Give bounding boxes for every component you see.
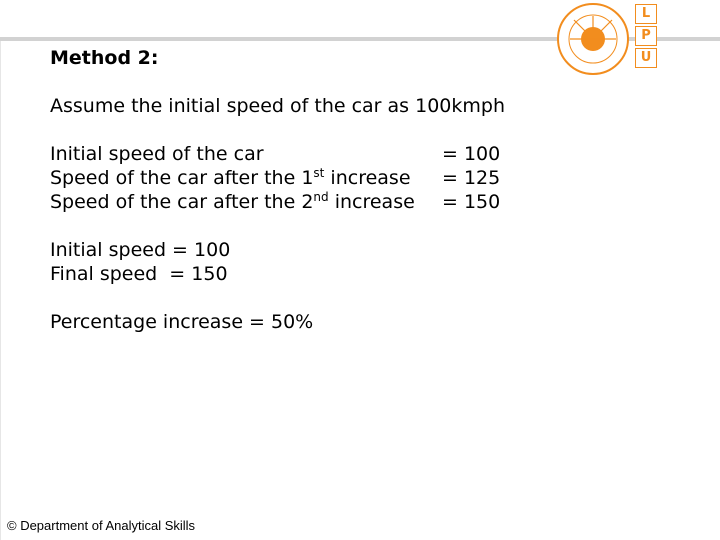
footer-copyright: © Department of Analytical Skills (7, 518, 196, 533)
speed-row-value: = 125 (442, 167, 501, 189)
logo-letter-l: L (635, 4, 657, 24)
speed-row-label-tail: increase (328, 191, 415, 213)
percentage-increase-text: Percentage increase = 50% (50, 311, 314, 333)
slide-left-border (0, 41, 1, 540)
speed-row-label-tail: increase (324, 167, 411, 189)
speed-row-first-increase (50, 167, 411, 189)
logo-letter-u: U (635, 48, 657, 68)
speed-row-value: = 150 (442, 191, 501, 213)
speed-row-second-increase (50, 191, 415, 213)
speed-row-label: Speed of the car after the 2 (50, 191, 314, 213)
final-speed-text: Final speed = 150 (50, 263, 228, 285)
slide-title: Method 2: (50, 47, 159, 69)
ordinal-suffix: nd (313, 190, 329, 204)
university-seal-logo (556, 2, 630, 76)
speed-row-label: Speed of the car after the 1 (50, 167, 314, 189)
ordinal-suffix: st (313, 166, 325, 180)
speed-row-initial (50, 143, 264, 165)
logo-letter-p: P (635, 26, 657, 46)
assumption-text: Assume the initial speed of the car as 100kmph (50, 95, 505, 117)
speed-row-value: = 100 (442, 143, 501, 165)
speed-row-label: Initial speed of the car (50, 143, 264, 165)
initial-speed-text: Initial speed = 100 (50, 239, 231, 261)
